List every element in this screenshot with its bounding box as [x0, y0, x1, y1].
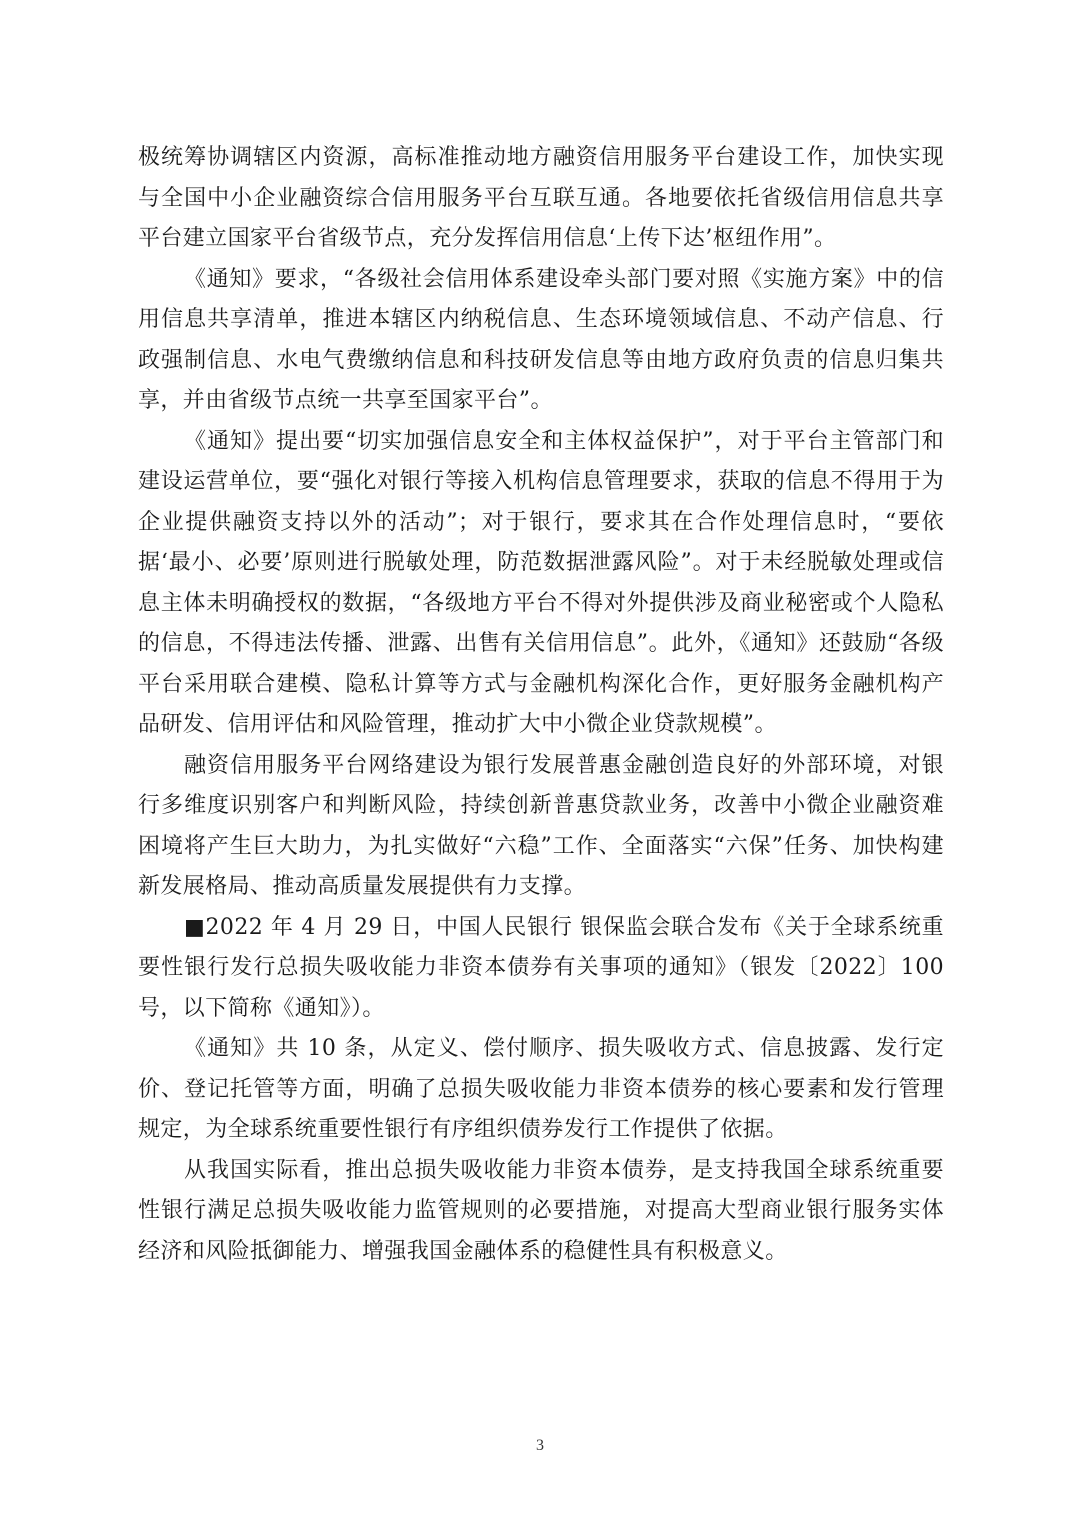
paragraph-tlac-articles: 《通知》共 10 条，从定义、偿付顺序、损失吸收方式、信息披露、发行定价、登记托管等方面，明确了总损失吸收能力非资本债券的核心要素和发行管理规定，为全球系统重要性银行有序组织债券发行工作提供了依据。	[138, 1036, 944, 1142]
document-body	[138, 138, 944, 1272]
paragraph-tlac-release: ■2022 年 4 月 29 日，中国人民银行 银保监会联合发布《关于全球系统重要性银行发行总损失吸收能力非资本债券有关事项的通知》（银发〔2022〕100 号，以下简称《通知》）。	[138, 914, 944, 1021]
paragraph-information-security: 《通知》提出要“切实加强信息安全和主体权益保护”，对于平台主管部门和建设运营单位，要“强化对银行等接入机构信息管理要求，获取的信息不得用于为企业提供融资支持以外的活动”；对于银行，要求其在合作处理信息时，“要依据‘最小、必要’原则进行脱敏处理，防范数据泄露风险”。对于未经脱敏处理或信息主体未明确授权的数据，“各级地方平台不得对外提供涉及商业秘密或个人隐私的信息，不得违法传播、泄露、出售有关信用信息”。此外，《通知》还鼓励“各级平台采用联合建模、隐私计算等方式与金融机构深化合作，更好服务金融机构产品研发、信用评估和风险管理，推动扩大中小微企业贷款规模”。	[138, 428, 944, 737]
paragraph-notice-requirement: 《通知》要求，“各级社会信用体系建设牵头部门要对照《实施方案》中的信用信息共享清单，推进本辖区内纳税信息、生态环境领域信息、不动产信息、行政强制信息、水电气费缴纳信息和科技研发信息等由地方政府负责的信息归集共享，并由省级节点统一共享至国家平台”。	[138, 266, 944, 413]
paragraph-tlac-significance: 从我国实际看，推出总损失吸收能力非资本债券，是支持我国全球系统重要性银行满足总损失吸收能力监管规则的必要措施，对提高大型商业银行服务实体经济和风险抵御能力、增强我国金融体系的稳健性具有积极意义。	[138, 1157, 944, 1264]
paragraph-platform-network: 融资信用服务平台网络建设为银行发展普惠金融创造良好的外部环境，对银行多维度识别客户和判断风险，持续创新普惠贷款业务，改善中小微企业融资难困境将产生巨大助力，为扎实做好“六稳”工作、全面落实“六保”任务、加快构建新发展格局、推动高质量发展提供有力支撑。	[138, 752, 944, 899]
page-number: 3	[536, 1437, 544, 1454]
paragraph-continuation: 极统筹协调辖区内资源，高标准推动地方融资信用服务平台建设工作，加快实现与全国中小企业融资综合信用服务平台互联互通。各地要依托省级信用信息共享平台建立国家平台省级节点，充分发挥信用信息‘上传下达’枢纽作用”。	[138, 145, 944, 251]
